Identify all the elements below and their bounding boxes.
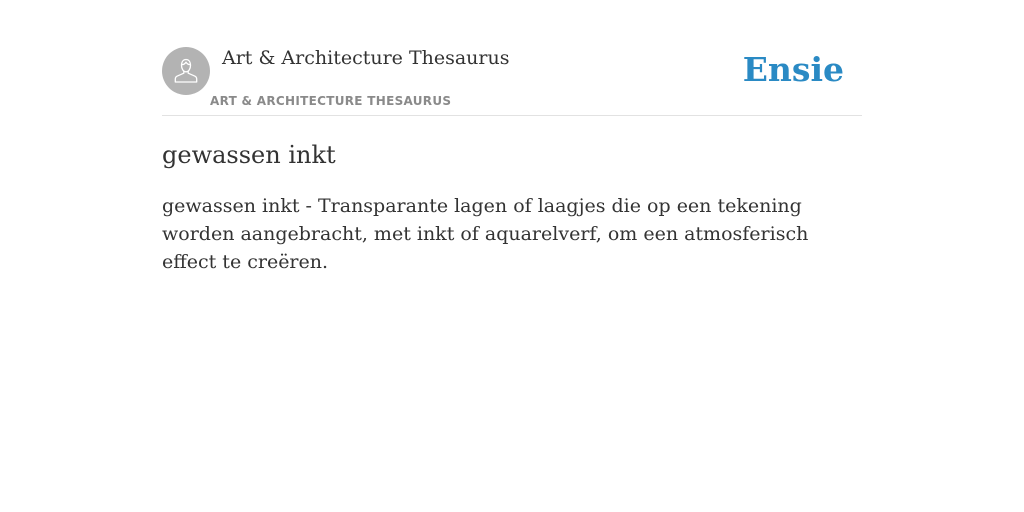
ensie-logo[interactable]: Ensie	[742, 50, 844, 89]
user-icon	[171, 56, 201, 86]
page-title: gewassen inkt	[162, 141, 336, 169]
definition-text: gewassen inkt - Transparante lagen of laagjes die op een tekening worden aangebracht, met inkt of aquarelverf, om een atmosferisch effect te creëren.	[162, 195, 809, 273]
header	[162, 0, 862, 116]
category-label[interactable]: ART & ARCHITECTURE THESAURUS	[210, 94, 452, 108]
content-container	[162, 0, 862, 273]
author-avatar[interactable]	[162, 47, 210, 95]
author-name[interactable]: Art & Architecture Thesaurus	[222, 47, 510, 69]
